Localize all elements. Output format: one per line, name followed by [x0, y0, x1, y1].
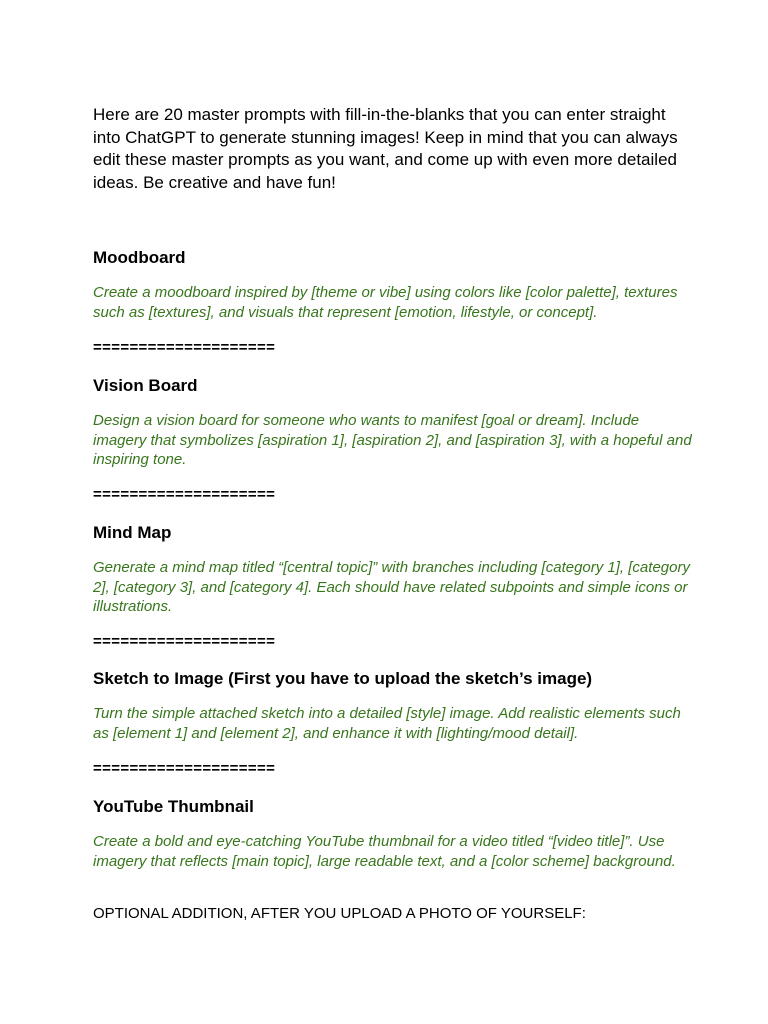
divider: ====================: [93, 633, 276, 650]
section-sketch-to-image: [93, 669, 693, 777]
section-heading: Vision Board: [93, 376, 198, 395]
document-page: [93, 104, 693, 922]
divider: ====================: [93, 486, 276, 503]
section-youtube-thumbnail: [93, 797, 693, 922]
prompt-text: Create a moodboard inspired by [theme or vibe] using colors like [color palette], textures such as [textures], and visuals that represent [emotion, lifestyle, or concept].: [93, 284, 678, 321]
prompt-text: Design a vision board for someone who wants to manifest [goal or dream]. Include imagery that symbolizes [aspiration 1], [aspiration 2], and [aspiration 3], with a hopeful and inspiring tone.: [93, 412, 692, 468]
divider: ====================: [93, 760, 276, 777]
prompt-text: Create a bold and eye-catching YouTube thumbnail for a video titled “[video title]”. Use imagery that reflects [main topic], large readable text, and a [color scheme] background.: [93, 833, 676, 870]
prompt-text: Generate a mind map titled “[central topic]” with branches including [category 1], [category 2], [category 3], and [category 4]. Each should have related subpoints and simple icons or illustrations.: [93, 559, 690, 615]
section-heading: Sketch to Image (First you have to upload the sketch’s image): [93, 669, 593, 688]
section-heading: YouTube Thumbnail: [93, 797, 254, 816]
section-moodboard: [93, 248, 693, 356]
intro-paragraph: Here are 20 master prompts with fill-in-the-blanks that you can enter straight into ChatGPT to generate stunning images! Keep in mind that you can always edit these master prompts as you want, and come up with even more detailed ideas. Be creative and have fun!: [93, 105, 678, 192]
optional-addition-text: OPTIONAL ADDITION, AFTER YOU UPLOAD A PHOTO OF YOURSELF:: [93, 905, 586, 922]
section-mind-map: [93, 523, 693, 650]
divider: ====================: [93, 339, 276, 356]
section-heading: Moodboard: [93, 248, 186, 267]
prompt-text: Turn the simple attached sketch into a detailed [style] image. Add realistic elements such as [element 1] and [element 2], and enhance it with [lighting/mood detail].: [93, 705, 681, 742]
section-vision-board: [93, 376, 693, 503]
section-heading: Mind Map: [93, 523, 172, 542]
